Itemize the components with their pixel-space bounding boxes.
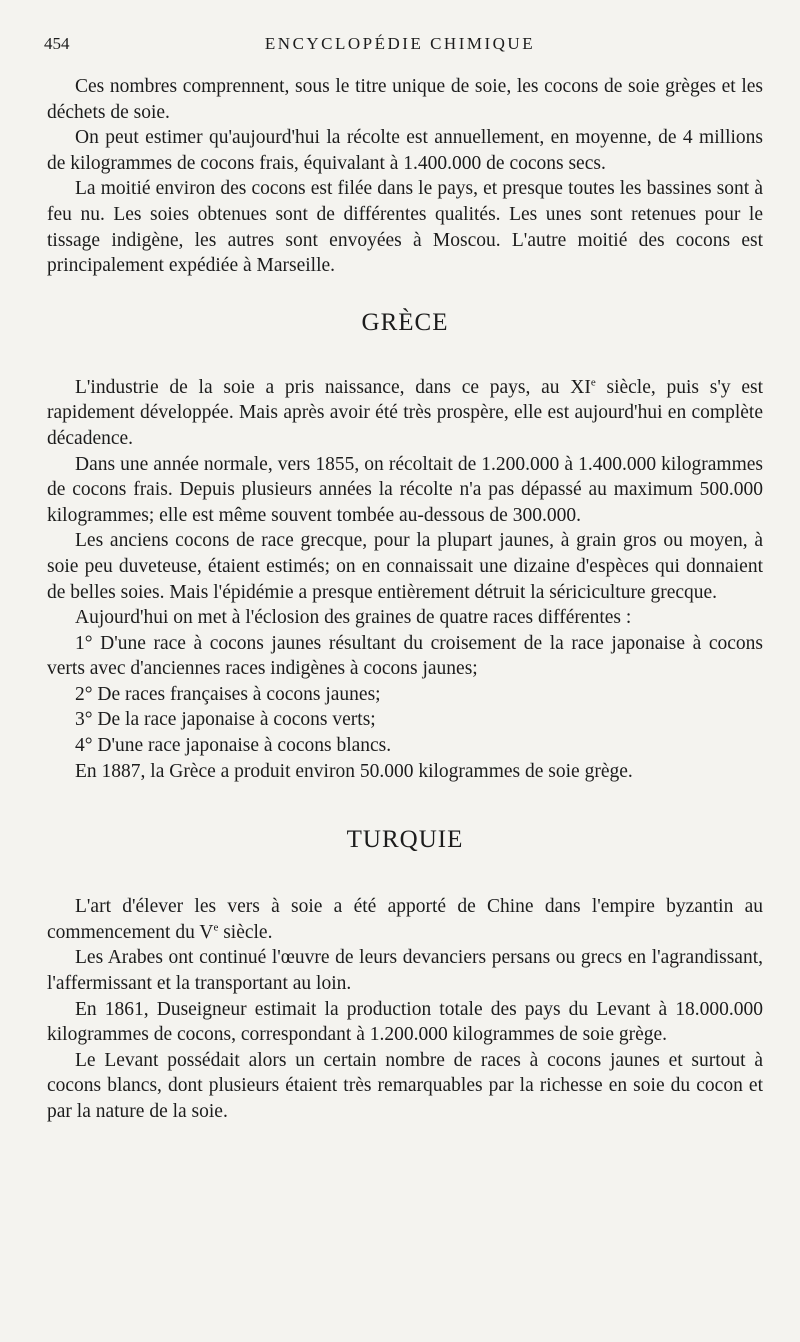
- grece-paragraph-5: En 1887, la Grèce a produit environ 50.000 kilogrammes de soie grège.: [75, 760, 633, 782]
- intro-paragraph-1: Ces nombres comprennent, sous le titre unique de soie, les cocons de soie grèges et les déchets de soie.: [47, 76, 763, 123]
- page-header: [44, 34, 756, 56]
- section-heading-grece: GRÈCE: [361, 308, 449, 336]
- grece-paragraph-3: Les anciens cocons de race grecque, pour la plupart jaunes, à grain gros ou moyen, à soie peu duveteuse, étaient estimés; on en connaissait une dizaine d'espèces qui donnaient de belles soies. Mais l'épidémie a presque entièrement détruit la sériciculture grecque.: [47, 530, 763, 603]
- turquie-p1-text-a: L'art d'élever les vers à soie a été apporté de Chine dans l'empire byzantin au commencement du V: [47, 896, 763, 943]
- grece-paragraph-1: [47, 375, 763, 452]
- turquie-paragraph-2: Les Arabes ont continué l'œuvre de leurs devanciers persans ou grecs en l'agrandissant, l'affermissant et la transportant au loin.: [47, 947, 763, 995]
- intro-paragraph-3: La moitié environ des cocons est filée dans le pays, et presque toutes les bassines sont à feu nu. Les soies obtenues sont de différentes qualités. Les unes sont retenues pour le tissage indigène, les autres sont envoyées à Moscou. L'autre moitié des cocons est principalement expédiée à Marseille.: [47, 178, 763, 277]
- page-body: [47, 74, 763, 1125]
- grece-p1-text-b: siècle, puis s'y est rapidement développée. Mais après avoir été très prospère, elle est aujourd'hui en complète décadence.: [47, 376, 763, 449]
- turquie-p1-text-b: siècle.: [218, 921, 273, 943]
- grece-p1-superscript: e: [590, 376, 596, 389]
- running-title: ENCYCLOPÉDIE CHIMIQUE: [264, 34, 536, 53]
- turquie-p1-superscript: e: [213, 921, 219, 934]
- grece-paragraph-2: Dans une année normale, vers 1855, on récoltait de 1.200.000 à 1.400.000 kilogrammes de cocons frais. Depuis plusieurs années la récolte n'a pas dépassé au maximum 500.000 kilogrammes; elle est même souvent tombée au-dessous de 300.000.: [47, 453, 763, 526]
- page-number: 454: [44, 34, 70, 53]
- grece-list-item-1: 1° D'une race à cocons jaunes résultant du croisement de la race japonaise à cocons verts avec d'anciennes races indigènes à cocons jaunes;: [47, 632, 763, 680]
- turquie-paragraph-4: Le Levant possédait alors un certain nombre de races à cocons jaunes et surtout à cocons blancs, dont plusieurs étaient très remarquables par la richesse en soie du cocon et par la nature de la soie.: [47, 1049, 763, 1122]
- grece-list-item-2: 2° De races françaises à cocons jaunes;: [75, 683, 381, 705]
- intro-paragraph-2: On peut estimer qu'aujourd'hui la récolte est annuellement, en moyenne, de 4 millions de kilogrammes de cocons frais, équivalant à 1.400.000 de cocons secs.: [47, 127, 763, 174]
- grece-list-item-4: 4° D'une race japonaise à cocons blancs.: [75, 735, 392, 757]
- section-heading-turquie: TURQUIE: [346, 826, 464, 854]
- grece-paragraph-4: Aujourd'hui on met à l'éclosion des graines de quatre races différentes :: [75, 607, 632, 629]
- grece-list-item-3: 3° De la race japonaise à cocons verts;: [75, 709, 376, 731]
- turquie-paragraph-3: En 1861, Duseigneur estimait la production totale des pays du Levant à 18.000.000 kilogrammes de cocons, correspondant à 1.200.000 kilogrammes de soie grège.: [47, 998, 763, 1046]
- grece-p1-text-a: L'industrie de la soie a pris naissance, dans ce pays, au XI: [75, 376, 591, 398]
- turquie-paragraph-1: [47, 894, 763, 945]
